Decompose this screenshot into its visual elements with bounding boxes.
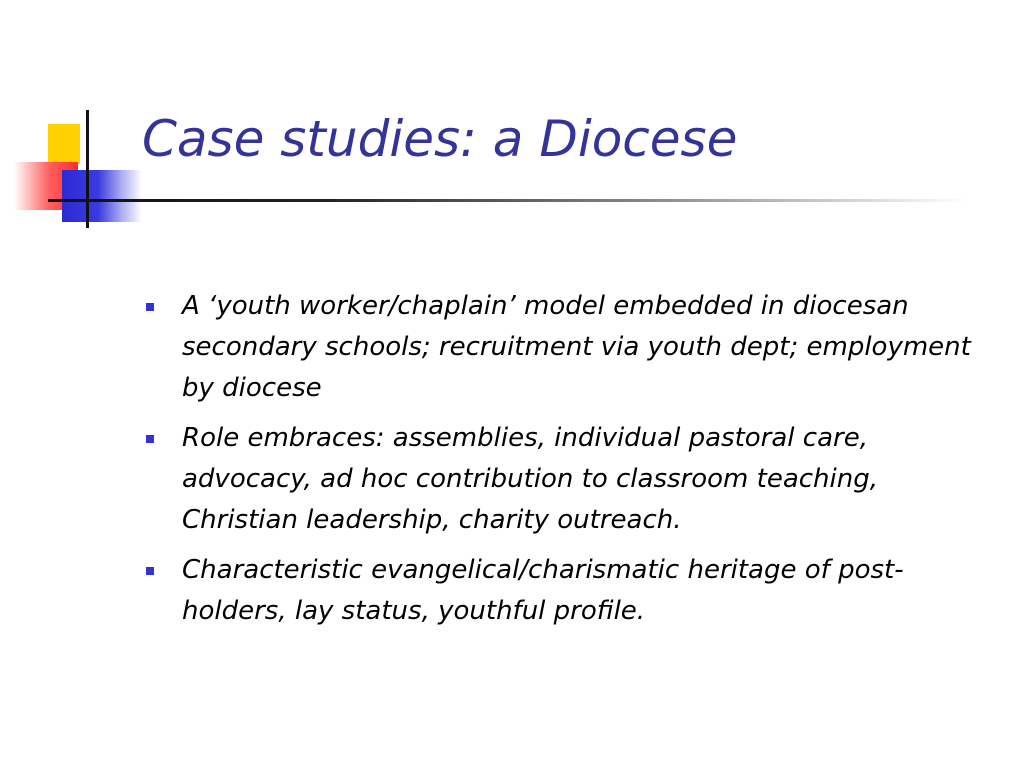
bullet-text: A ‘youth worker/chaplain’ model embedded in diocesan secondary schools; recruitment via youth dept; employment by diocese <box>182 291 971 403</box>
square-bullet-icon <box>146 567 154 575</box>
bullet-list <box>142 286 982 641</box>
square-bullet-icon <box>146 435 154 443</box>
square-bullet-icon <box>146 303 154 311</box>
bullet-text: Characteristic evangelical/charismatic heritage of post-holders, lay status, youthful profile. <box>182 555 904 626</box>
bullet-item <box>142 418 982 541</box>
vertical-rule <box>86 110 89 228</box>
slide-title: Case studies: a Diocese <box>142 110 738 168</box>
title-underline-rule <box>48 199 968 202</box>
yellow-square <box>48 124 80 164</box>
bullet-text: Role embraces: assemblies, individual pastoral care, advocacy, ad hoc contribution to classroom teaching, Christian leadership, charity outreach. <box>182 423 879 535</box>
blue-square <box>62 170 142 222</box>
bullet-item <box>142 550 982 632</box>
bullet-item <box>142 286 982 409</box>
